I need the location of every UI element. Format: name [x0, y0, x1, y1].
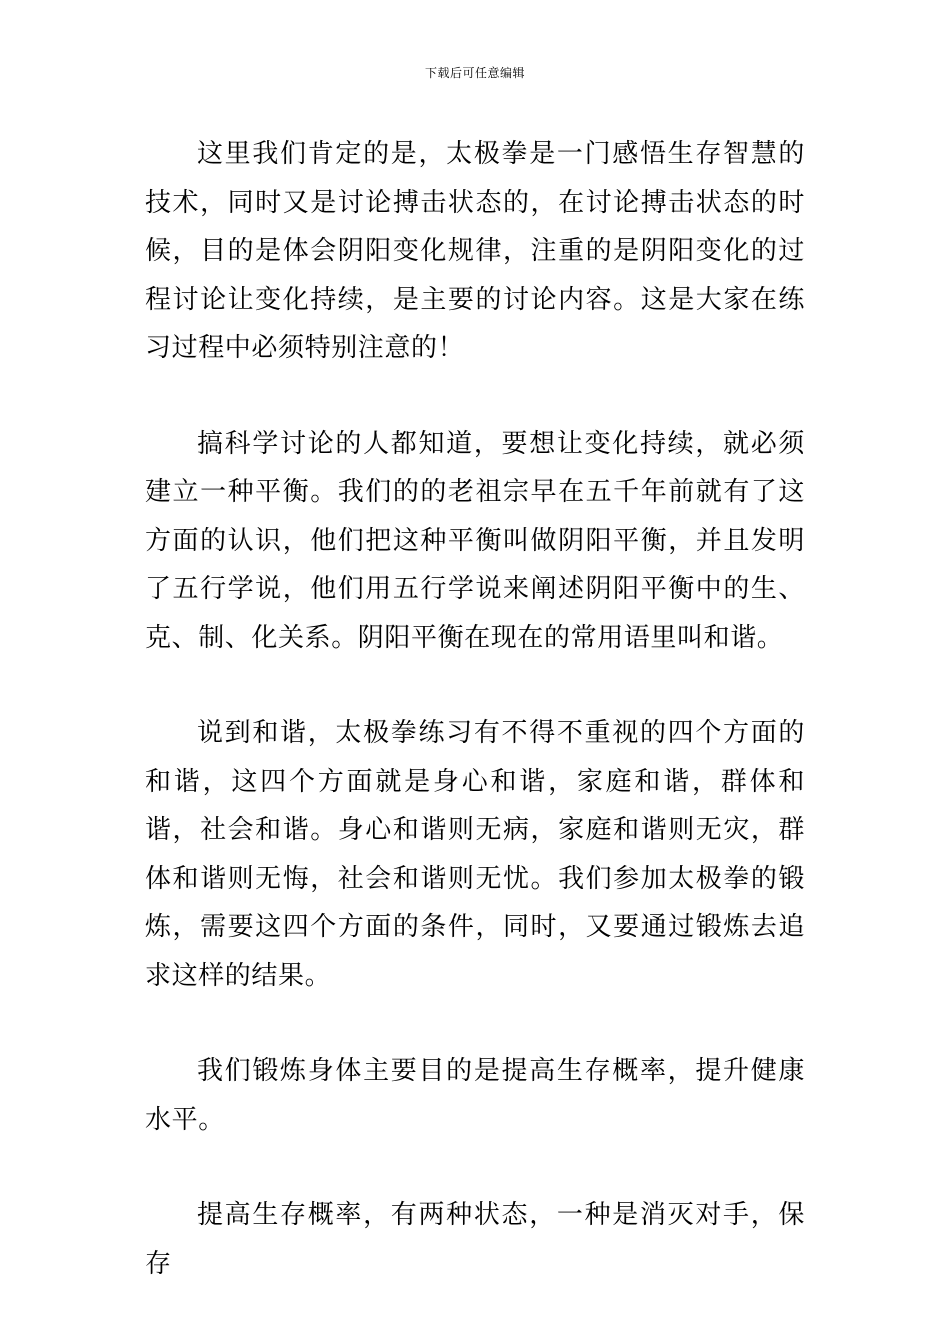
paragraph-4: 我们锻炼身体主要目的是提高生存概率，提升健康水平。 [145, 1056, 805, 1135]
paragraph-5: 提高生存概率，有两种状态，一种是消灭对手，保存 [145, 1200, 805, 1279]
paragraph-2: 搞科学讨论的人都知道，要想让变化持续，就必须建立一种平衡。我们的的老祖宗早在五千年前就有了这方面的认识，他们把这种平衡叫做阴阳平衡，并且发明了五行学说，他们用五行学说来阐述阴阳平衡中的生、克、制、化关系。阴阳平衡在现在的常用语里叫和谐。 [145, 428, 805, 653]
document-body [145, 130, 805, 1335]
page-header: 下载后可任意编辑 [424, 66, 525, 80]
paragraph-3: 说到和谐，太极拳练习有不得不重视的四个方面的和谐，这四个方面就是身心和谐，家庭和谐，群体和谐，社会和谐。身心和谐则无病，家庭和谐则无灾，群体和谐则无悔，社会和谐则无忧。我们参加太极拳的锻炼，需要这四个方面的条件，同时，又要通过锻炼去追求这样的结果。 [145, 718, 805, 991]
paragraph-1: 这里我们肯定的是，太极拳是一门感悟生存智慧的技术，同时又是讨论搏击状态的，在讨论搏击状态的时候，目的是体会阴阳变化规律，注重的是阴阳变化的过程讨论让变化持续，是主要的讨论内容。这是大家在练习过程中必须特别注意的！ [145, 139, 805, 363]
